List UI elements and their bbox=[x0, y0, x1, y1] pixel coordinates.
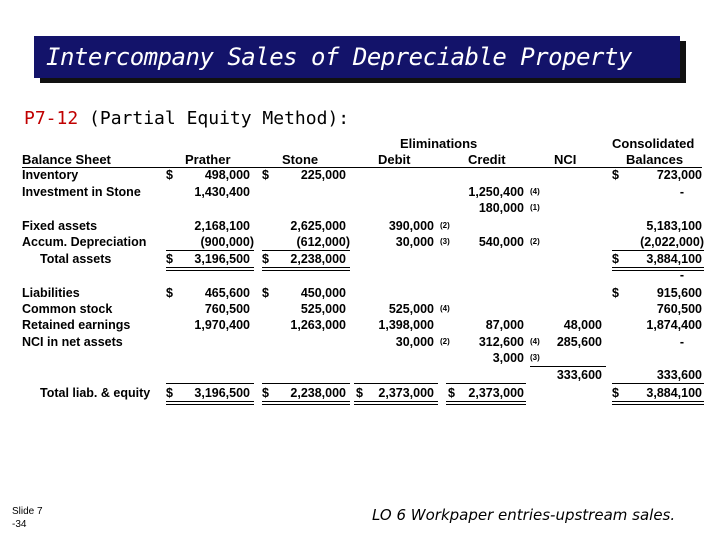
stone-fixed-assets: 2,625,000 bbox=[290, 219, 346, 233]
stone-retained-earnings: 1,263,000 bbox=[290, 318, 346, 332]
dollar-sign: $ bbox=[448, 386, 455, 400]
stone-common-stock: 525,000 bbox=[300, 302, 346, 316]
credit-nci-net-assets-2: 3,000 bbox=[492, 351, 524, 365]
dollar-sign: $ bbox=[262, 286, 269, 300]
subtotal-line bbox=[262, 250, 350, 251]
prather-total-assets: 3,196,500 bbox=[194, 252, 250, 266]
credit-retained-earnings: 87,000 bbox=[485, 318, 524, 332]
stone-inventory: 225,000 bbox=[300, 168, 346, 182]
title-banner bbox=[34, 36, 680, 78]
cons-nci-subtotal: 333,600 bbox=[656, 368, 702, 382]
header-credit: Credit bbox=[468, 152, 506, 167]
prather-fixed-assets: 2,168,100 bbox=[194, 219, 250, 233]
prather-inventory: 498,000 bbox=[204, 168, 250, 182]
entry-ref: (4) bbox=[530, 187, 540, 196]
header-balances: Balances bbox=[626, 152, 684, 167]
entry-ref: (2) bbox=[530, 237, 540, 246]
learning-objective: LO 6 Workpaper entries-upstream sales. bbox=[372, 506, 676, 524]
header-nci: NCI bbox=[554, 152, 577, 167]
dollar-sign: $ bbox=[166, 252, 173, 266]
total-double-line bbox=[262, 267, 350, 271]
subtotal-line bbox=[612, 250, 704, 251]
nci-subtotal: 333,600 bbox=[556, 368, 602, 382]
header-balance-sheet: Balance Sheet bbox=[22, 152, 111, 167]
stone-total-liab-equity: 2,238,000 bbox=[290, 386, 346, 400]
dollar-sign: $ bbox=[262, 168, 269, 182]
row-label-retained-earnings: Retained earnings bbox=[22, 318, 131, 332]
subtotal-line bbox=[530, 366, 606, 367]
credit-nci-net-assets-1: 312,600 bbox=[478, 335, 524, 349]
entry-ref: (2) bbox=[440, 337, 450, 346]
problem-code: P7-12 bbox=[24, 108, 79, 129]
dollar-sign: $ bbox=[262, 386, 269, 400]
dollar-sign: $ bbox=[166, 286, 173, 300]
cons-fixed-assets: 5,183,100 bbox=[646, 219, 702, 233]
cons-accum-dep: (2,022,000) bbox=[640, 235, 704, 249]
subtotal-line bbox=[262, 383, 350, 384]
debit-retained-earnings: 1,398,000 bbox=[378, 318, 434, 332]
row-label-total-liab-equity: Total liab. & equity bbox=[40, 386, 151, 400]
nci-net-assets: 285,600 bbox=[556, 335, 602, 349]
row-label-fixed-assets: Fixed assets bbox=[22, 219, 98, 233]
cons-retained-earnings: 1,874,400 bbox=[646, 318, 702, 332]
prather-investment: 1,430,400 bbox=[194, 185, 250, 199]
row-label-inventory: Inventory bbox=[22, 168, 79, 182]
entry-ref: (2) bbox=[440, 221, 450, 230]
stone-total-assets: 2,238,000 bbox=[290, 252, 346, 266]
slide-number: Slide 7 -34 bbox=[12, 506, 43, 530]
entry-ref: (4) bbox=[530, 337, 540, 346]
subtotal-line bbox=[446, 383, 526, 384]
header-prather: Prather bbox=[185, 152, 231, 167]
subtotal-line bbox=[612, 383, 704, 384]
entry-ref: (4) bbox=[440, 304, 450, 313]
prather-accum-dep: (900,000) bbox=[200, 235, 254, 249]
subtotal-line bbox=[354, 383, 438, 384]
dollar-sign: $ bbox=[166, 386, 173, 400]
entry-ref: (3) bbox=[440, 237, 450, 246]
total-double-line bbox=[166, 267, 254, 271]
prather-common-stock: 760,500 bbox=[204, 302, 250, 316]
debit-fixed-assets: 390,000 bbox=[388, 219, 434, 233]
row-label-common-stock: Common stock bbox=[22, 302, 113, 316]
prather-total-liab-equity: 3,196,500 bbox=[194, 386, 250, 400]
prather-liabilities: 465,600 bbox=[204, 286, 250, 300]
cons-inventory: 723,000 bbox=[656, 168, 702, 182]
dollar-sign: $ bbox=[612, 286, 619, 300]
slide-title: Intercompany Sales of Depreciable Property bbox=[46, 43, 632, 71]
row-label-accum-dep: Accum. Depreciation bbox=[22, 235, 147, 249]
total-double-line bbox=[166, 401, 254, 405]
row-label-nci-net-assets: NCI in net assets bbox=[22, 335, 123, 349]
row-label-total-assets: Total assets bbox=[40, 252, 112, 266]
prather-retained-earnings: 1,970,400 bbox=[194, 318, 250, 332]
problem-method: (Partial Equity Method): bbox=[89, 108, 350, 129]
header-debit: Debit bbox=[378, 152, 411, 167]
total-double-line bbox=[446, 401, 526, 405]
credit-investment-1: 1,250,400 bbox=[468, 185, 524, 199]
header-underline bbox=[22, 167, 702, 168]
debit-common-stock: 525,000 bbox=[388, 302, 434, 316]
header-stone: Stone bbox=[282, 152, 319, 167]
header-eliminations: Eliminations bbox=[400, 136, 478, 151]
debit-total: 2,373,000 bbox=[378, 386, 434, 400]
dollar-sign: $ bbox=[612, 168, 619, 182]
credit-accum-dep: 540,000 bbox=[478, 235, 524, 249]
entry-ref: (1) bbox=[530, 203, 540, 212]
subtotal-line bbox=[166, 383, 254, 384]
total-double-line bbox=[262, 401, 350, 405]
cons-nci-net-assets: - bbox=[679, 335, 684, 349]
row-label-investment: Investment in Stone bbox=[22, 185, 141, 199]
nci-retained-earnings: 48,000 bbox=[563, 318, 602, 332]
credit-investment-2: 180,000 bbox=[478, 201, 524, 215]
dollar-sign: $ bbox=[356, 386, 363, 400]
dollar-sign: $ bbox=[612, 386, 619, 400]
entry-ref: (3) bbox=[530, 353, 540, 362]
cons-total-liab-equity: 3,884,100 bbox=[646, 386, 702, 400]
row-label-liabilities: Liabilities bbox=[22, 286, 80, 300]
dollar-sign: $ bbox=[166, 168, 173, 182]
total-double-line bbox=[354, 401, 438, 405]
header-consolidated: Consolidated bbox=[612, 136, 695, 151]
debit-accum-dep: 30,000 bbox=[395, 235, 434, 249]
cons-liabilities: 915,600 bbox=[656, 286, 702, 300]
stone-liabilities: 450,000 bbox=[300, 286, 346, 300]
debit-nci-net-assets: 30,000 bbox=[395, 335, 434, 349]
cons-common-stock: 760,500 bbox=[656, 302, 702, 316]
problem-subtitle bbox=[24, 108, 349, 129]
cons-total-assets: 3,884,100 bbox=[646, 252, 702, 266]
dollar-sign: $ bbox=[262, 252, 269, 266]
cons-dash: - bbox=[679, 268, 684, 282]
credit-total: 2,373,000 bbox=[468, 386, 524, 400]
dollar-sign: $ bbox=[612, 252, 619, 266]
subtotal-line bbox=[166, 250, 254, 251]
cons-investment: - bbox=[679, 185, 684, 199]
total-double-line bbox=[612, 401, 704, 405]
stone-accum-dep: (612,000) bbox=[296, 235, 350, 249]
